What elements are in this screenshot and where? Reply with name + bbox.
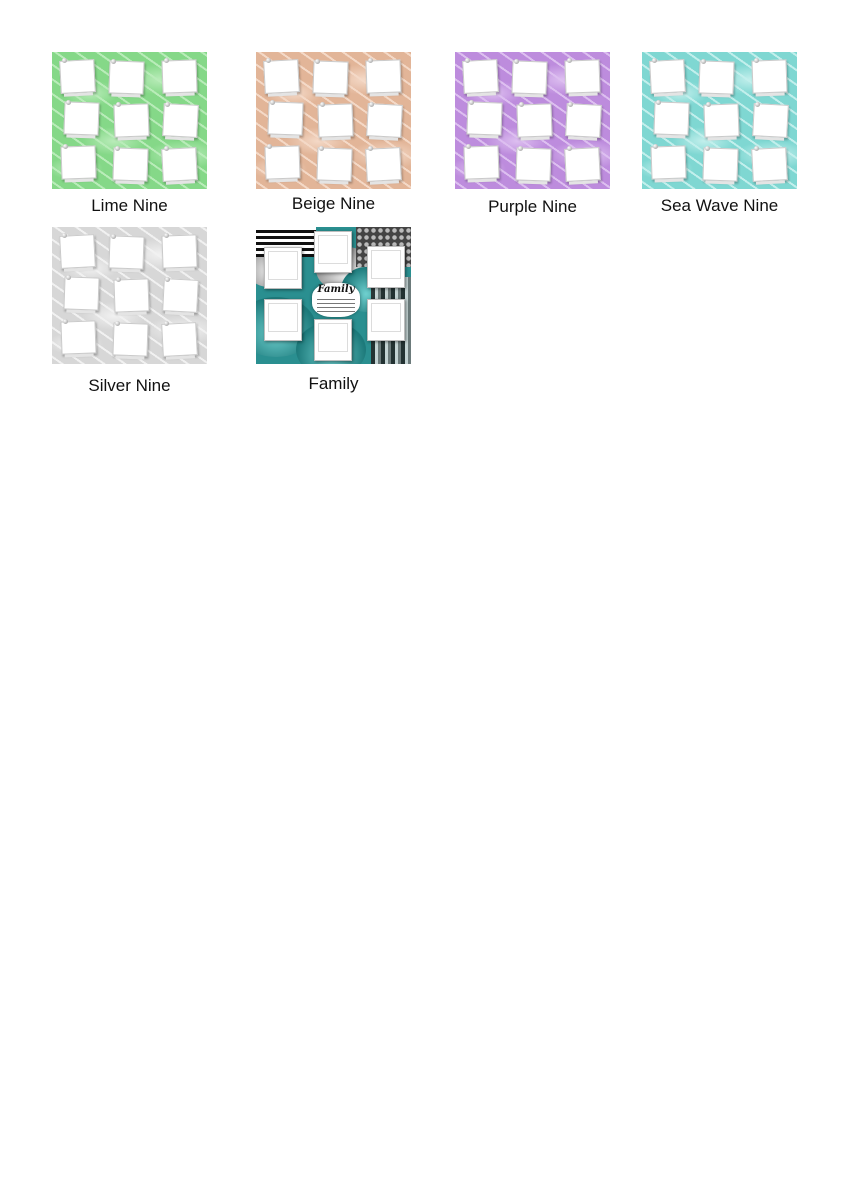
pushpin-icon [705, 146, 710, 151]
photo-frame[interactable] [59, 234, 96, 269]
pushpin-icon [266, 58, 271, 63]
caption-sea-wave-nine: Sea Wave Nine [660, 196, 779, 215]
photo-frame[interactable] [162, 278, 199, 313]
pushpin-icon [706, 102, 711, 107]
pushpin-icon [270, 100, 275, 105]
photo-frame[interactable] [365, 147, 402, 182]
layout-item-beige-nine[interactable] [256, 52, 411, 213]
pushpin-icon [518, 146, 523, 151]
layout-item-sea-wave-nine[interactable] [642, 52, 797, 215]
photo-frame[interactable] [314, 231, 352, 273]
pushpin-icon [652, 58, 657, 63]
pushpin-icon [368, 58, 373, 63]
caption-family: Family [308, 374, 359, 393]
pushpin-icon [111, 234, 116, 239]
pushpin-icon [656, 100, 661, 105]
photo-frame[interactable] [108, 60, 144, 94]
photo-frame[interactable] [565, 103, 602, 138]
photo-frame[interactable] [564, 147, 601, 182]
photo-frame[interactable] [264, 247, 302, 289]
photo-frame[interactable] [113, 103, 149, 137]
photo-frame[interactable] [161, 322, 198, 357]
thumbnail-sea-wave-nine[interactable] [642, 52, 797, 189]
caption-silver-nine: Silver Nine [88, 376, 171, 395]
photo-frame[interactable] [463, 145, 499, 179]
pushpin-icon [164, 146, 169, 151]
pushpin-icon [755, 102, 760, 107]
pushpin-icon [164, 233, 169, 238]
layout-item-family[interactable] [256, 227, 411, 393]
photo-frame[interactable] [314, 319, 352, 361]
photo-frame[interactable] [702, 147, 738, 181]
pushpin-icon [319, 146, 324, 151]
pushpin-icon [568, 102, 573, 107]
pushpin-icon [267, 144, 272, 149]
pushpin-icon [62, 58, 67, 63]
pushpin-icon [115, 321, 120, 326]
caption-lime-nine: Lime Nine [91, 196, 168, 215]
photo-frame[interactable] [63, 276, 99, 310]
photo-frame[interactable] [366, 103, 403, 138]
pushpin-icon [63, 144, 68, 149]
photo-frame[interactable] [466, 101, 502, 135]
photo-frame[interactable] [317, 103, 353, 137]
pushpin-icon [368, 146, 373, 151]
pushpin-icon [514, 59, 519, 64]
pushpin-icon [469, 100, 474, 105]
photo-frame[interactable] [263, 59, 300, 94]
photo-frame[interactable] [462, 59, 499, 94]
pushpin-icon [754, 58, 759, 63]
thumbnail-family[interactable] [256, 227, 411, 364]
photo-frame[interactable] [267, 101, 303, 135]
photo-frame[interactable] [112, 322, 148, 356]
pushpin-icon [315, 59, 320, 64]
photo-frame[interactable] [367, 246, 405, 288]
photo-frame[interactable] [367, 299, 405, 341]
photo-frame[interactable] [511, 60, 547, 94]
thumbnail-silver-nine[interactable] [52, 227, 207, 364]
photo-frame[interactable] [60, 320, 96, 354]
pushpin-icon [66, 100, 71, 105]
photo-frame[interactable] [653, 101, 689, 135]
pushpin-icon [320, 102, 325, 107]
photo-frame[interactable] [751, 147, 788, 182]
photo-frame[interactable] [316, 147, 352, 181]
photo-frame[interactable] [161, 234, 197, 268]
pushpin-icon [164, 321, 169, 326]
photo-frame[interactable] [264, 145, 300, 179]
photo-frame[interactable] [516, 103, 552, 137]
pushpin-icon [369, 102, 374, 107]
pushpin-icon [653, 144, 658, 149]
pushpin-icon [62, 233, 67, 238]
layout-item-purple-nine[interactable] [455, 52, 610, 216]
photo-frame[interactable] [112, 147, 148, 181]
caption-beige-nine: Beige Nine [291, 194, 376, 213]
layout-item-lime-nine[interactable] [52, 52, 207, 215]
pushpin-icon [164, 58, 169, 63]
photo-frame[interactable] [564, 59, 600, 93]
photo-frame[interactable] [162, 103, 199, 138]
photo-frame[interactable] [108, 235, 144, 269]
photo-frame[interactable] [649, 59, 686, 94]
pushpin-icon [165, 277, 170, 282]
photo-frame[interactable] [703, 103, 739, 137]
thumbnail-purple-nine[interactable] [455, 52, 610, 189]
pushpin-icon [63, 319, 68, 324]
thumbnail-lime-nine[interactable] [52, 52, 207, 189]
photo-frame[interactable] [59, 59, 96, 94]
photo-frame[interactable] [751, 59, 787, 93]
photo-frame[interactable] [752, 103, 789, 138]
caption-purple-nine: Purple Nine [488, 197, 577, 216]
family-word-art-title: Family [317, 284, 355, 295]
pushpin-icon [165, 102, 170, 107]
photo-frame[interactable] [650, 145, 686, 179]
pushpin-icon [66, 275, 71, 280]
photo-frame[interactable] [113, 278, 149, 312]
pushpin-icon [116, 277, 121, 282]
pushpin-icon [754, 146, 759, 151]
family-word-art [312, 283, 360, 317]
photo-frame[interactable] [161, 59, 197, 93]
pushpin-icon [116, 102, 121, 107]
pushpin-icon [701, 59, 706, 64]
photo-frame[interactable] [161, 147, 198, 182]
photo-frame[interactable] [515, 147, 551, 181]
photo-frame[interactable] [365, 59, 401, 93]
pushpin-icon [567, 146, 572, 151]
pushpin-icon [519, 102, 524, 107]
pushpin-icon [465, 58, 470, 63]
photo-frame[interactable] [60, 145, 96, 179]
photo-frame[interactable] [312, 60, 348, 94]
thumbnail-beige-nine[interactable] [256, 52, 411, 189]
pushpin-icon [111, 59, 116, 64]
pushpin-icon [466, 144, 471, 149]
pushpin-icon [567, 58, 572, 63]
photo-frame[interactable] [63, 101, 99, 135]
layout-item-silver-nine[interactable] [52, 227, 207, 395]
photo-frame[interactable] [264, 299, 302, 341]
pushpin-icon [115, 146, 120, 151]
photo-frame[interactable] [698, 60, 734, 94]
